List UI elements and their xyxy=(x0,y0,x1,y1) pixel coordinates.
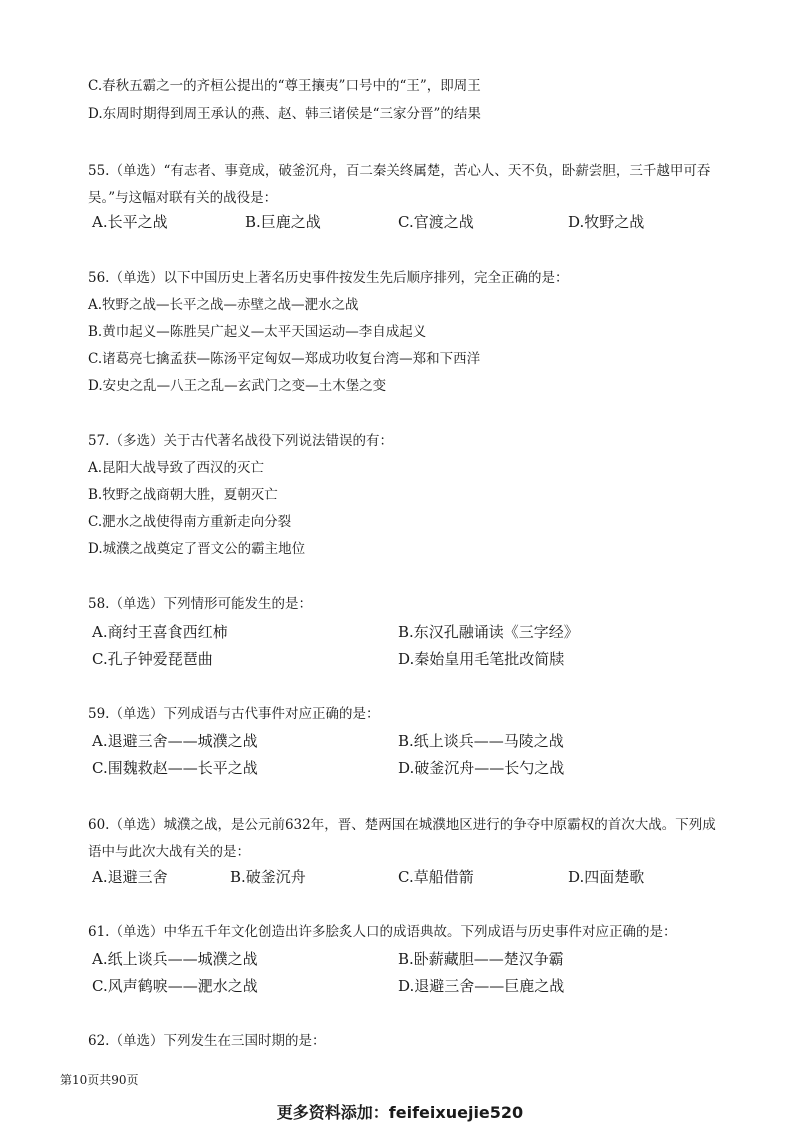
q56-option-a: A.牧野之战—长平之战—赤壁之战—淝水之战 xyxy=(88,297,359,313)
q59-option-d: D.破釜沉舟——长勺之战 xyxy=(398,759,565,777)
q61-option-a: A.纸上谈兵——城濮之战 xyxy=(92,950,258,968)
q59-option-a: A.退避三舍——城濮之战 xyxy=(92,732,258,750)
q60-option-a: A.退避三舍 xyxy=(92,868,168,886)
q56-option-d: D.安史之乱—八王之乱—玄武门之变—土木堡之变 xyxy=(88,378,387,394)
q58-option-a: A.商纣王喜食西红柿 xyxy=(92,623,228,641)
question-57-stem: 57.（多选）关于古代著名战役下列说法错误的有： xyxy=(88,433,393,449)
q55-option-b: B.巨鹿之战 xyxy=(245,213,321,231)
question-61-stem: 61.（单选）中华五千年文化创造出许多脍炙人口的成语典故。下列成语与历史事件对应正确的是： xyxy=(88,924,677,940)
page-number: 第10页共90页 xyxy=(60,1073,139,1087)
question-62-stem: 62.（单选）下列发生在三国时期的是： xyxy=(88,1033,326,1049)
option-d-prev: D.东周时期得到周王承认的燕、赵、韩三诸侯是“三家分晋”的结果 xyxy=(88,106,481,122)
q60-option-c: C.草船借箭 xyxy=(398,868,474,886)
q58-option-b: B.东汉孔融诵读《三字经》 xyxy=(398,623,579,641)
q61-option-b: B.卧薪藏胆——楚汉争霸 xyxy=(398,950,564,968)
question-55-stem: 55.（单选）“有志者、事竟成，破釜沉舟，百二秦关终属楚，苦心人、天不负，卧薪尝胆，三千越甲可吞吴。”与这幅对联有关的战役是： xyxy=(88,163,711,206)
q55-option-d: D.牧野之战 xyxy=(568,213,645,231)
q58-option-d: D.秦始皇用毛笔批改简牍 xyxy=(398,650,565,668)
q60-option-d: D.四面楚歌 xyxy=(568,868,645,886)
q58-option-c: C.孔子钟爱琵琶曲 xyxy=(92,650,213,668)
q57-option-d: D.城濮之战奠定了晋文公的霸主地位 xyxy=(88,541,306,557)
q59-option-b: B.纸上谈兵——马陵之战 xyxy=(398,732,564,750)
question-58-stem: 58.（单选）下列情形可能发生的是： xyxy=(88,596,312,612)
q56-option-c: C.诸葛亮七擒孟获—陈汤平定匈奴—郑成功收复台湾—郑和下西洋 xyxy=(88,351,481,367)
promo-text: 更多资料添加：feifeixuejie520 xyxy=(276,1103,524,1122)
q61-option-c: C.风声鹤唳——淝水之战 xyxy=(92,977,258,995)
q57-option-c: C.淝水之战使得南方重新走向分裂 xyxy=(88,514,292,530)
q61-option-d: D.退避三舍——巨鹿之战 xyxy=(398,977,565,995)
q55-option-a: A.长平之战 xyxy=(92,213,168,231)
q60-option-b: B.破釜沉舟 xyxy=(230,868,306,886)
q55-option-c: C.官渡之战 xyxy=(398,213,474,231)
option-c-prev: C.春秋五霸之一的齐桓公提出的“尊王攘夷”口号中的“王”，即周王 xyxy=(88,78,481,94)
q57-option-a: A.昆阳大战导致了西汉的灭亡 xyxy=(88,460,265,476)
question-56-stem: 56.（单选）以下中国历史上著名历史事件按发生先后顺序排列，完全正确的是： xyxy=(88,270,569,286)
q59-option-c: C.围魏救赵——长平之战 xyxy=(92,759,258,777)
question-59-stem: 59.（单选）下列成语与古代事件对应正确的是： xyxy=(88,706,380,722)
question-60-stem: 60.（单选）城濮之战，是公元前632年，晋、楚两国在城濮地区进行的争夺中原霸权的首次大战。下列成语中与此次大战有关的是： xyxy=(88,817,716,860)
q57-option-b: B.牧野之战商朝大胜，夏朝灭亡 xyxy=(88,487,278,503)
q56-option-b: B.黄巾起义—陈胜吴广起义—太平天国运动—李自成起义 xyxy=(88,324,427,340)
